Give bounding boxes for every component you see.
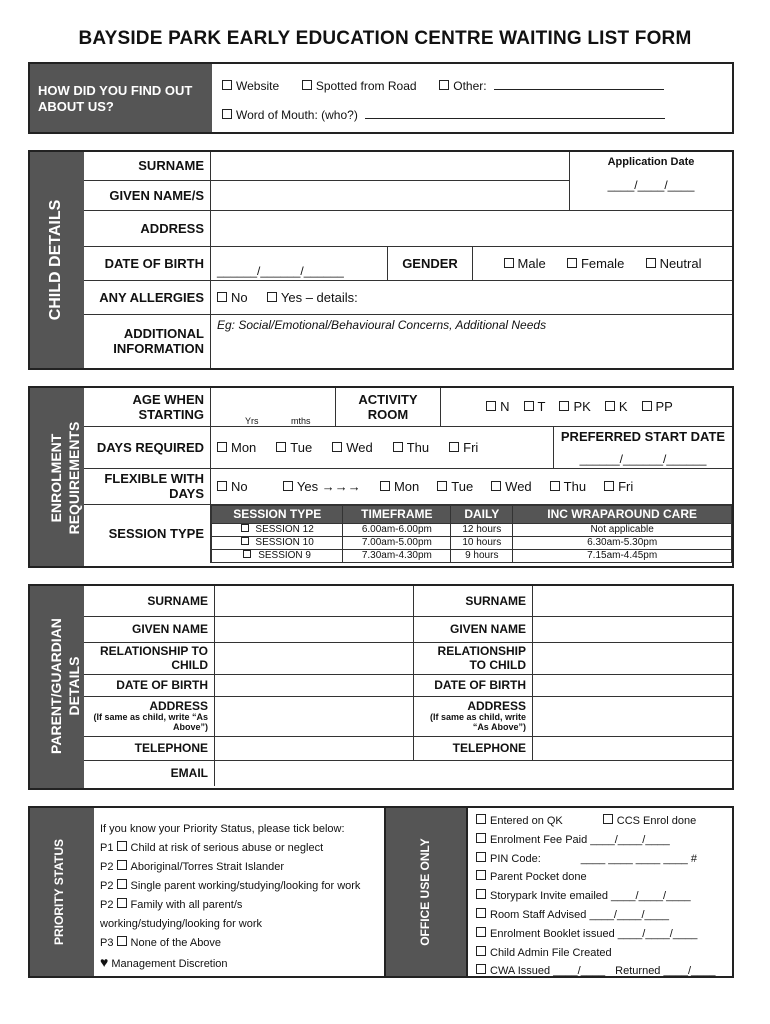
session-name: SESSION 12 (252, 523, 314, 535)
session-cell: Not applicable (513, 523, 732, 536)
find-us-section (28, 62, 734, 134)
allergies-yes-label: Yes – details: (280, 289, 358, 305)
allergies-no-label: No (231, 289, 248, 305)
session-checkbox[interactable] (241, 537, 249, 545)
p2c-code: P2 (100, 899, 114, 911)
session-cell: 7.15am-4.45pm (513, 549, 732, 562)
p1-dob-input[interactable] (215, 674, 414, 696)
flex-fri-label: Fri (618, 478, 634, 494)
priority-intro: If you know your Priority Status, please tick below: (100, 823, 345, 835)
p1-given-label: GIVEN NAME (84, 616, 215, 642)
day-mon-label: Mon (231, 439, 257, 455)
p2-dob-label: DATE OF BIRTH (414, 674, 533, 696)
flex-wed-checkbox[interactable] (491, 481, 501, 491)
session-table (211, 505, 732, 563)
session-checkbox[interactable] (243, 550, 251, 558)
cwa-checkbox[interactable] (476, 964, 486, 974)
session-cell: 7.30am-4.30pm (343, 549, 451, 562)
p1-address-input[interactable] (215, 696, 414, 736)
p3-code: P3 (100, 937, 114, 949)
flex-no-label: No (231, 478, 248, 494)
p1-relationship-label: RELATIONSHIP TO CHILD (84, 642, 215, 674)
room-n-label: N (500, 399, 510, 415)
flex-tue-label: Tue (451, 478, 474, 494)
preferred-start-input[interactable]: ______/______/______ (579, 451, 707, 466)
p2a-label: Aboriginal/Torres Strait Islander (130, 861, 284, 873)
p2c-cont: working/studying/looking for work (100, 918, 263, 930)
surname-label: SURNAME (84, 152, 211, 180)
storypark-label: Storypark Invite emailed ____/____/____ (490, 890, 691, 903)
p2-relationship-input[interactable] (533, 642, 733, 674)
pocket-checkbox[interactable] (476, 870, 486, 880)
additional-info-hint: Eg: Social/Emotional/Behavioural Concerns, Additional Needs (217, 317, 547, 332)
day-wed-label: Wed (346, 439, 373, 455)
flexible-label: FLEXIBLE WITH DAYS (84, 468, 211, 504)
ccs-label: CCS Enrol done (616, 815, 697, 827)
activity-room-label: ACTIVITY ROOM (336, 388, 441, 426)
session-cell: 6.30am-5.30pm (513, 536, 732, 549)
priority-office-section (28, 806, 734, 978)
age-input[interactable] (211, 388, 336, 426)
day-tue-label: Tue (290, 439, 313, 455)
day-mon-checkbox[interactable] (217, 442, 227, 452)
parent-side-label: PARENT/GUARDIAN DETAILS (48, 618, 82, 754)
heart-icon[interactable]: ♥ (100, 954, 109, 970)
p2-surname-input[interactable] (533, 586, 733, 616)
flex-thu-checkbox[interactable] (550, 481, 560, 491)
office-list (476, 812, 715, 981)
p2-given-input[interactable] (533, 616, 733, 642)
neutral-label: Neutral (659, 255, 702, 271)
day-thu-label: Thu (406, 439, 430, 455)
priority-list (100, 820, 360, 974)
ccs-checkbox[interactable] (603, 814, 613, 824)
room-k-checkbox[interactable] (605, 401, 615, 411)
session-row (212, 549, 732, 562)
road-checkbox[interactable] (302, 80, 312, 90)
fee-label: Enrolment Fee Paid ____/____/____ (490, 833, 670, 846)
room-options (441, 388, 733, 426)
p1-given-input[interactable] (215, 616, 414, 642)
day-fri-checkbox[interactable] (449, 442, 459, 452)
enrolment-section (28, 386, 734, 568)
qk-label: Entered on QK (490, 815, 563, 827)
website-label: Website (236, 79, 280, 93)
male-checkbox[interactable] (504, 258, 514, 268)
allergies-yes-checkbox[interactable] (267, 292, 277, 302)
day-thu-checkbox[interactable] (393, 442, 403, 452)
email-input[interactable] (215, 760, 733, 786)
find-us-label: HOW DID YOU FIND OUT ABOUT US? (30, 64, 212, 132)
p2b-code: P2 (100, 880, 114, 892)
given-names-label: GIVEN NAME/S (84, 180, 211, 210)
session-name: SESSION 9 (255, 549, 311, 561)
admin-label: Child Admin File Created (490, 946, 612, 959)
qk-checkbox[interactable] (476, 814, 486, 824)
room-k-label: K (618, 399, 628, 415)
p2a-checkbox[interactable] (117, 860, 127, 870)
session-checkbox[interactable] (241, 524, 249, 532)
neutral-checkbox[interactable] (646, 258, 656, 268)
p1-address-label: ADDRESS (149, 699, 208, 713)
flex-wed-label: Wed (505, 478, 532, 494)
mgmt-label: Management Discretion (111, 958, 228, 970)
flex-fri-checkbox[interactable] (604, 481, 614, 491)
staff-label: Room Staff Advised ____/____/____ (490, 908, 669, 921)
room-pk-checkbox[interactable] (559, 401, 569, 411)
office-side-label: OFFICE USE ONLY (418, 838, 432, 946)
priority-side-label: PRIORITY STATUS (52, 839, 66, 946)
day-tue-checkbox[interactable] (276, 442, 286, 452)
p1-code: P1 (100, 842, 114, 854)
room-t-checkbox[interactable] (524, 401, 534, 411)
parent-section (28, 584, 734, 790)
pin-checkbox[interactable] (476, 852, 486, 862)
flex-yes-label: Yes →→→ (296, 478, 361, 494)
flex-no-checkbox[interactable] (217, 481, 227, 491)
p1-address-cell (84, 696, 215, 736)
p1-surname-label: SURNAME (84, 586, 215, 616)
session-name: SESSION 10 (252, 536, 314, 548)
flex-mon-label: Mon (393, 478, 420, 494)
booklet-label: Enrolment Booklet issued ____/____/____ (490, 927, 698, 940)
flex-tue-checkbox[interactable] (437, 481, 447, 491)
gender-label: GENDER (388, 246, 473, 280)
flex-thu-label: Thu (563, 478, 587, 494)
p2-given-label: GIVEN NAME (414, 616, 533, 642)
room-n-checkbox[interactable] (486, 401, 496, 411)
p2b-checkbox[interactable] (117, 879, 127, 889)
room-pk-label: PK (573, 399, 591, 415)
room-pp-checkbox[interactable] (642, 401, 652, 411)
returned-label: Returned ____/____ (615, 965, 716, 978)
address-label: ADDRESS (84, 210, 211, 246)
booklet-checkbox[interactable] (476, 927, 486, 937)
p1-label: Child at risk of serious abuse or neglect (130, 842, 324, 854)
session-header-0: SESSION TYPE (212, 505, 343, 523)
room-pp-label: PP (655, 399, 673, 415)
days-required-label: DAYS REQUIRED (84, 426, 211, 468)
day-fri-label: Fri (463, 439, 479, 455)
pin-label: PIN Code: (490, 852, 541, 865)
pocket-label: Parent Pocket done (490, 871, 587, 884)
p1-telephone-input[interactable] (215, 736, 414, 760)
age-yrs: Yrs (245, 415, 259, 426)
p2-telephone-input[interactable] (533, 736, 733, 760)
day-wed-checkbox[interactable] (332, 442, 342, 452)
address-input[interactable] (211, 210, 733, 246)
session-cell: 12 hours (451, 523, 513, 536)
wom-label: Word of Mouth: (who?) (236, 108, 358, 122)
flex-mon-checkbox[interactable] (380, 481, 390, 491)
session-header-3: INC WRAPAROUND CARE (513, 505, 732, 523)
other-label: Other: (453, 79, 487, 93)
session-cell: 7.00am-5.00pm (343, 536, 451, 549)
other-checkbox[interactable] (439, 80, 449, 90)
age-label: AGE WHEN STARTING (84, 388, 211, 426)
surname-input[interactable] (211, 152, 570, 180)
other-input[interactable] (494, 89, 664, 90)
p1-surname-input[interactable] (215, 586, 414, 616)
road-label: Spotted from Road (315, 79, 417, 93)
male-label: Male (517, 255, 546, 271)
p2-surname-label: SURNAME (414, 586, 533, 616)
application-date-input[interactable]: ____/____/____ (607, 178, 695, 192)
flex-yes-checkbox[interactable] (283, 481, 293, 491)
p2-dob-input[interactable] (533, 674, 733, 696)
session-type-label: SESSION TYPE (84, 504, 211, 563)
staff-checkbox[interactable] (476, 908, 486, 918)
cwa-label: CWA Issued ____/____ (490, 965, 606, 978)
session-row (212, 523, 732, 536)
child-details-section (28, 150, 734, 370)
p3-checkbox[interactable] (117, 936, 127, 946)
female-checkbox[interactable] (567, 258, 577, 268)
allergies-label: ANY ALLERGIES (84, 280, 211, 314)
session-cell: 9 hours (451, 549, 513, 562)
additional-info-label: ADDITIONAL INFORMATION (84, 314, 211, 368)
session-cell: 6.00am-6.00pm (343, 523, 451, 536)
p2a-code: P2 (100, 861, 114, 873)
session-cell (212, 549, 343, 562)
session-row (212, 536, 732, 549)
p1-dob-label: DATE OF BIRTH (84, 674, 215, 696)
session-header-1: TIMEFRAME (343, 505, 451, 523)
session-header-2: DAILY (451, 505, 513, 523)
p2c-checkbox[interactable] (117, 898, 127, 908)
p2-address-note: (If same as child, write “As Above”) (429, 712, 526, 732)
session-cell (212, 536, 343, 549)
enrolment-side-label: ENROLMENT REQUIREMENTS (48, 421, 82, 535)
p1-telephone-label: TELEPHONE (84, 736, 215, 760)
p1-checkbox[interactable] (117, 841, 127, 851)
female-label: Female (580, 255, 625, 271)
p2-relationship-label: RELATIONSHIP TO CHILD (414, 642, 533, 674)
given-names-input[interactable] (211, 180, 570, 210)
session-cell: 10 hours (451, 536, 513, 549)
storypark-checkbox[interactable] (476, 889, 486, 899)
page-title: BAYSIDE PARK EARLY EDUCATION CENTRE WAITING LIST FORM (78, 28, 692, 49)
wom-checkbox[interactable] (222, 109, 232, 119)
fee-checkbox[interactable] (476, 833, 486, 843)
preferred-start-label: PREFERRED START DATE (560, 428, 726, 444)
room-t-label: T (537, 399, 546, 415)
pin-input[interactable]: ____ ____ ____ ____ # (580, 852, 697, 865)
p2-address-label: ADDRESS (467, 699, 526, 713)
additional-info-input[interactable] (211, 314, 733, 368)
p2-address-cell (414, 696, 533, 736)
child-details-side-label: CHILD DETAILS (47, 199, 64, 321)
admin-checkbox[interactable] (476, 946, 486, 956)
p2-telephone-label: TELEPHONE (414, 736, 533, 760)
website-checkbox[interactable] (222, 80, 232, 90)
dob-input[interactable]: ______/______/______ (211, 246, 388, 280)
age-mths: mths (291, 415, 311, 426)
session-cell (212, 523, 343, 536)
application-date-label: Application Date (607, 156, 695, 168)
wom-input[interactable] (365, 118, 665, 119)
p1-address-note: (If same as child, write “As Above”) (93, 712, 208, 732)
dob-label: DATE OF BIRTH (84, 246, 211, 280)
allergies-no-checkbox[interactable] (217, 292, 227, 302)
p3-label: None of the Above (130, 937, 222, 949)
p2-address-input[interactable] (533, 696, 733, 736)
email-label: EMAIL (84, 760, 215, 786)
p2c-label: Family with all parent/s (130, 899, 243, 911)
p1-relationship-input[interactable] (215, 642, 414, 674)
p2b-label: Single parent working/studying/looking for work (130, 880, 361, 892)
